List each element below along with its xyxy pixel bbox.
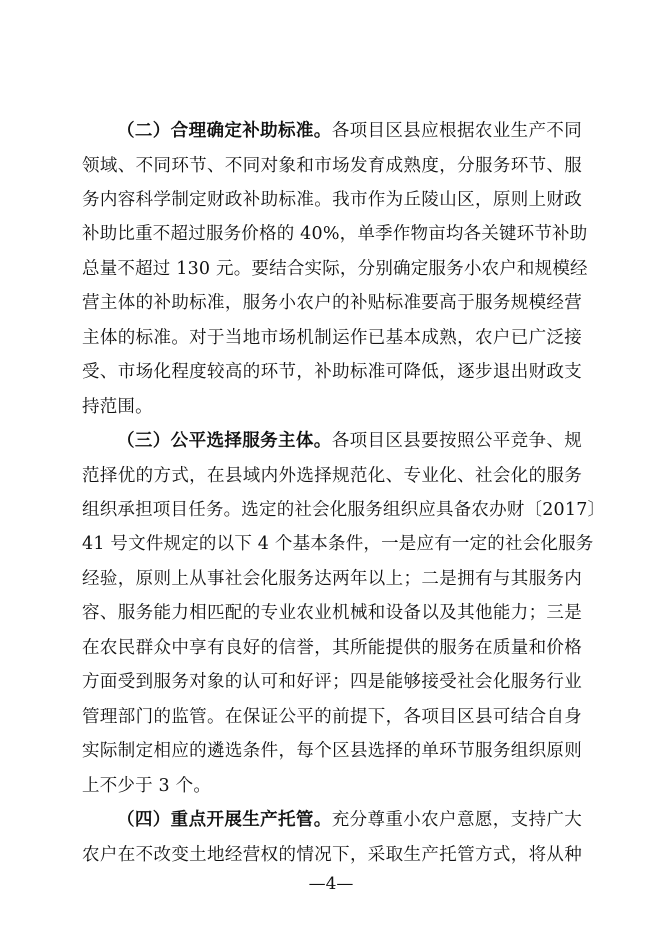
paragraph-line: 组织承担项目任务。选定的社会化服务组织应具备农办财〔2017〕 (82, 500, 606, 520)
paragraph-line: （二）合理确定补助标准。各项目区县应根据农业生产不同 (117, 121, 582, 141)
section-heading: （四）重点开展生产托管。 (117, 810, 332, 830)
paragraph-line: 补助比重不超过服务价格的 40%，单季作物亩均各关键环节补助 (82, 224, 588, 244)
paragraph-line: 营主体的补助标准，服务小农户的补贴标准要高于服务规模经营 (82, 293, 582, 313)
paragraph-line: （三）公平选择服务主体。各项目区县要按照公平竞争、规 (117, 431, 582, 451)
section-heading: （三）公平选择服务主体。 (117, 431, 332, 451)
paragraph-line: 容、服务能力相匹配的专业农业机械和设备以及其他能力；三是 (82, 603, 582, 623)
paragraph-line: 经验，原则上从事社会化服务达两年以上；二是拥有与其服务内 (82, 569, 582, 589)
page-number: —4— (308, 874, 354, 894)
section-heading: （二）合理确定补助标准。 (117, 121, 332, 141)
paragraph-line: （四）重点开展生产托管。充分尊重小农户意愿，支持广大 (117, 810, 582, 830)
paragraph-line: 领域、不同环节、不同对象和市场发育成熟度，分服务环节、服 (82, 156, 582, 176)
paragraph-line: 管理部门的监管。在保证公平的前提下，各项目区县可结合自身 (82, 707, 582, 727)
paragraph-line: 在农民群众中享有良好的信誉，其所能提供的服务在质量和价格 (82, 638, 582, 658)
paragraph-line: 主体的标准。对于当地市场机制运作已基本成熟，农户已广泛接 (82, 328, 582, 348)
paragraph-line: 务内容科学制定财政补助标准。我市作为丘陵山区，原则上财政 (82, 190, 582, 210)
paragraph-line: 农户在不改变土地经营权的情况下，采取生产托管方式，将从种 (82, 845, 582, 865)
paragraph-line: 受、市场化程度较高的环节，补助标准可降低，逐步退出财政支 (82, 362, 582, 382)
paragraph-line: 总量不超过 130 元。要结合实际，分别确定服务小农户和规模经 (82, 259, 588, 279)
paragraph-line: 上不少于 3 个。 (82, 776, 212, 796)
paragraph-line: 持范围。 (82, 397, 153, 417)
paragraph-line: 方面受到服务对象的认可和好评；四是能够接受社会化服务行业 (82, 672, 582, 692)
paragraph-line: 41 号文件规定的以下 4 个基本条件，一是应有一定的社会化服务 (82, 534, 594, 554)
paragraph-line: 实际制定相应的遴选条件，每个区县选择的单环节服务组织原则 (82, 741, 582, 761)
paragraph-line: 范择优的方式，在县域内外选择规范化、专业化、社会化的服务 (82, 466, 582, 486)
